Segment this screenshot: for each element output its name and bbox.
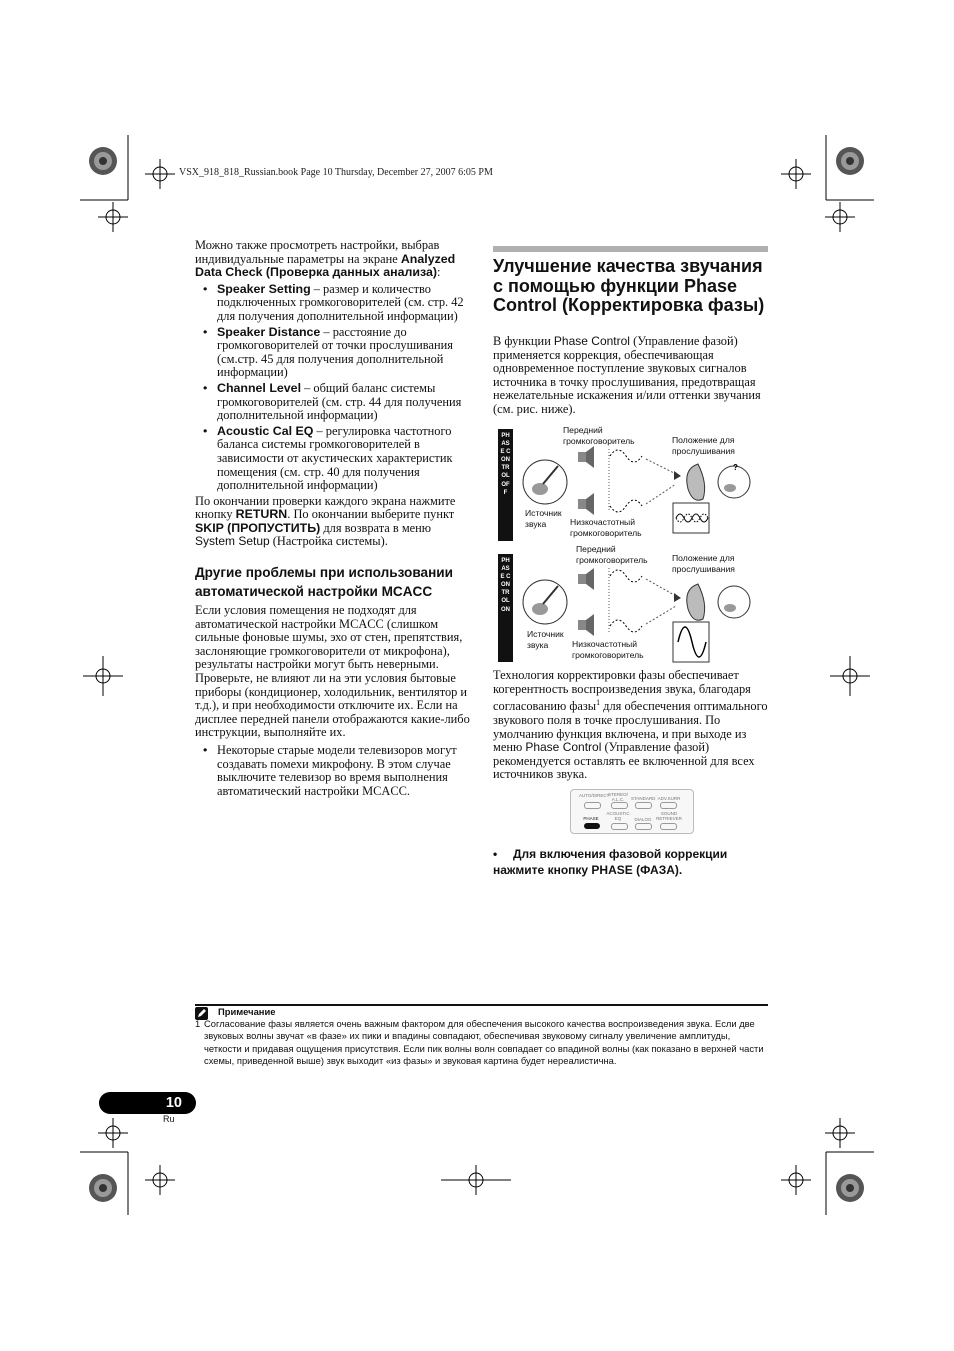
list-item-term: Speaker Setting	[217, 281, 311, 296]
page-title: Улучшение качества звучания с помощью функции Phase Control (Корректировка фазы)	[493, 256, 765, 315]
remote-panel	[570, 789, 694, 834]
after-check-paragraph	[195, 495, 470, 549]
phase-off-label: PHASE CONTROL OFF	[500, 433, 511, 496]
speaker-icon	[578, 493, 594, 515]
guitar-listener-icon	[718, 586, 750, 618]
list-item-text: – размер и количество подключенных громкоговорителей (см. стр. 42 для получения дополнительной информации)	[217, 281, 464, 323]
return-button-term: RETURN	[235, 507, 288, 522]
list-item-text: – общий баланс системы громкоговорителей (см. стр. 44 для получения дополнительной информации)	[217, 380, 462, 423]
list-item-term: Acoustic Cal EQ	[217, 423, 314, 438]
page-number: 10	[165, 1095, 182, 1111]
front-speaker-label-off: Передний громкоговоритель	[563, 425, 635, 446]
skip-term: SKIP (ПРОПУСТИТЬ)	[195, 520, 321, 535]
remote-label: DIALOG	[634, 817, 652, 822]
after-text-2: . По окончании выберите пункт	[287, 507, 455, 522]
remote-phase-button[interactable]	[584, 823, 600, 829]
phase-body-text-1: Технология корректировки фазы обеспечивает когерентность воспроизведения звука, благодаря согласованию фазы	[493, 668, 751, 714]
phase-body-paragraph	[493, 669, 768, 782]
phase-intro-text-1: В функции	[493, 334, 554, 348]
tv-bullet-list	[195, 744, 470, 798]
list-item-term: Channel Level	[217, 380, 302, 395]
listening-position-label-on: Положение для прослушивания	[672, 553, 735, 574]
note-text: Согласование фазы является очень важным фактором для обеспечения высокого качества воспроизведения звука. Если две звуковых волны звучат «в фазе» их пики и впадины совпадают, обеспечивая звуковому сигналу увеличение амплитуды, четкости и придавая ощущения присутствия. Если пик волны волн совпадает со впадиной волны (как показано в верхней части схемы, приведенной выше) звук выходит «из фазы» и звуковая картина будет нереалистична.	[204, 1018, 764, 1067]
note-number: 1	[195, 1018, 201, 1029]
remote-label: STANDARD	[631, 796, 656, 801]
speaker-icon	[578, 614, 594, 636]
note-title: Примечание	[218, 1006, 276, 1017]
phase-intro-text-2: (Управление фазой) применяется коррекция, обеспечивающая одновременное поступление звуковых сигналов источника в точку прослушивания, предотвращая нежелательные искажения и/или оттенки звучания (см. рис. ниже).	[493, 334, 761, 416]
after-text-1: По окончании проверки каждого экрана нажмите кнопку	[195, 493, 456, 522]
list-item	[195, 382, 470, 423]
remote-label: ADV.SURR	[657, 796, 681, 801]
footnote-ref: 1	[596, 698, 601, 708]
remote-label: SOUND RETRIEVER	[656, 811, 682, 821]
phase-on-label: PHASE CONTROL ON	[500, 558, 511, 613]
list-item	[195, 283, 470, 324]
left-column	[195, 239, 470, 800]
system-setup-term: System Setup	[195, 534, 270, 549]
source-label-on: Источник звука	[527, 629, 564, 650]
problems-paragraph: Если условия помещения не подходят для автоматической настройки MCACC (слишком сильные фоновые шумы, эхо от стен, препятствия, заслоняющие громкоговорители от микрофона), результаты настройки могут быть неверными. Проверьте, не влияют ли на эти условия бытовые приборы (кондиционер, холодильник, вентилятор и т.д.), и при необходимости отключите их. Если на дисплее передней панели отображаются какие-либо инструкции, выполняйте их.	[195, 603, 470, 740]
subwoofer-label-off: Низкочастотный громкоговоритель	[570, 517, 642, 538]
phase-body-text-3: (Управление фазой) рекомендуется оставлять ее включенной для всех источников звука.	[493, 740, 755, 782]
list-item-text: – регулировка частотного баланса системы громкоговорителей в зависимости от акустических характеристик помещения (см. стр. 40 для получения дополнительной информации)	[217, 423, 453, 493]
note-divider	[195, 1004, 768, 1006]
remote-acoustic-eq-button	[611, 823, 628, 830]
remote-label: AUTO/DIRECT	[579, 793, 610, 798]
listening-position-label-off: Положение для прослушивания	[672, 435, 735, 456]
after-text-4: (Настройка системы).	[269, 534, 388, 549]
question-mark-text: ?	[733, 463, 738, 472]
remote-stereo-button	[611, 802, 628, 809]
speaker-icon	[578, 446, 594, 468]
phase-control-term: Phase Control	[553, 334, 630, 348]
remote-standard-button	[635, 802, 652, 809]
settings-list	[195, 283, 470, 493]
remote-sound-retriever-button	[660, 823, 677, 830]
language-code: Ru	[163, 1114, 175, 1124]
remote-label: PHASE	[583, 816, 599, 821]
subwoofer-label-on: Низкочастотный громкоговоритель	[572, 639, 644, 660]
instruction-text-2: (ФАЗА).	[632, 863, 683, 877]
instruction-paragraph	[493, 846, 768, 878]
ear-icon	[687, 584, 705, 620]
intro-paragraph	[195, 239, 470, 280]
list-item	[195, 326, 470, 380]
instruction-text-1: Для включения фазовой коррекции нажмите кнопку	[493, 847, 728, 877]
guitar-source-icon	[523, 580, 567, 624]
list-item	[195, 425, 470, 493]
guitar-source-icon	[523, 460, 567, 504]
book-header-line: VSX_918_818_Russian.book Page 10 Thursday, December 27, 2007 6:05 PM	[179, 167, 493, 178]
after-text-3: для возврата в меню	[320, 520, 432, 535]
ear-icon	[687, 464, 705, 500]
phase-control-term-2: Phase Control	[525, 740, 602, 755]
subheading-mcacc-problems: Другие проблемы при использовании автоматической настройки MCACC	[195, 565, 453, 600]
remote-label: ACOUSTIC EQ	[606, 811, 630, 821]
speaker-icon	[578, 568, 594, 590]
phase-button-term: PHASE	[591, 863, 633, 877]
analyzed-data-check-term: Analyzed Data Check (Проверка данных анализа)	[195, 251, 456, 280]
remote-label: STEREO/ A.L.C.	[608, 792, 628, 802]
phase-body-text-2: для обеспечения оптимального звукового поля в точке прослушивания. По умолчанию функция включена, и при выходе из меню	[493, 699, 768, 755]
instruction-bullet-icon: •	[493, 847, 498, 861]
list-item-term: Speaker Distance	[217, 324, 321, 339]
intro-text: Можно также просмотреть настройки, выбрав индивидуальные параметры на экране	[195, 238, 440, 266]
waveform-box-off	[673, 503, 709, 533]
phase-intro-paragraph	[493, 335, 768, 417]
source-label-off: Источник звука	[525, 508, 562, 529]
remote-dialog-button	[635, 823, 652, 830]
intro-colon: :	[436, 265, 441, 280]
phase-diagram	[498, 424, 768, 664]
list-item: • Некоторые старые модели телевизоров могут создавать помехи микрофону. В этом случае выключите телевизор во время выполнения автоматический настройки MCACC.	[195, 744, 470, 798]
front-speaker-label-on: Передний громкоговоритель	[576, 544, 648, 565]
remote-advsurr-button	[660, 802, 677, 809]
list-item-text: – расстояние до громкоговорителей от точки прослушивания (см.стр. 45 для получения дополнительной информации)	[217, 324, 453, 380]
section-bar	[493, 246, 768, 252]
remote-auto-button	[584, 802, 601, 809]
